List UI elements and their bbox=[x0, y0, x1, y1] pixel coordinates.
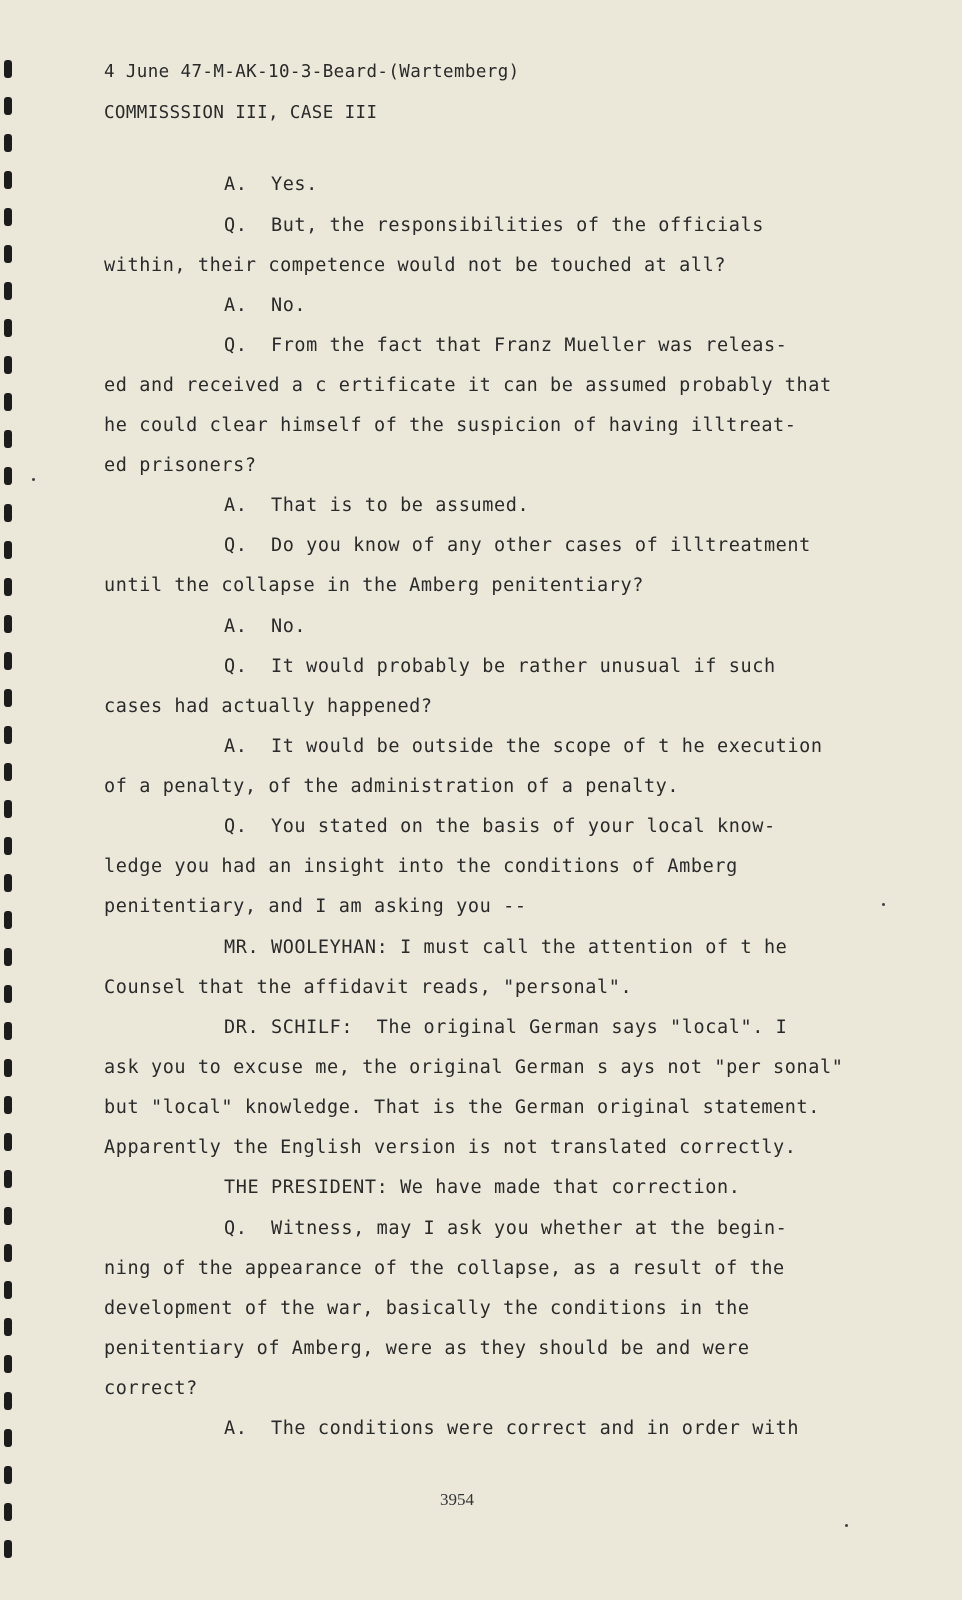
transcript-line: ledge you had an insight into the conditions of Amberg bbox=[104, 856, 738, 877]
binding-hole bbox=[4, 874, 12, 892]
transcript-line: development of the war, basically the conditions in the bbox=[104, 1298, 750, 1319]
transcript-line: but "local" knowledge. That is the German original statement. bbox=[104, 1097, 821, 1118]
binding-hole bbox=[4, 1207, 12, 1225]
binding-hole bbox=[4, 1318, 12, 1336]
binding-hole bbox=[4, 319, 12, 337]
paper-speck bbox=[882, 903, 885, 906]
transcript-line: Q. You stated on the basis of your local know- bbox=[224, 816, 776, 837]
transcript-line: MR. WOOLEYHAN: I must call the attention of t he bbox=[224, 937, 788, 958]
binding-hole bbox=[4, 1244, 12, 1262]
transcript-line: correct? bbox=[104, 1378, 198, 1399]
binding-hole bbox=[4, 208, 12, 226]
binding-hole bbox=[4, 1540, 12, 1558]
binding-hole bbox=[4, 689, 12, 707]
binding-hole bbox=[4, 1281, 12, 1299]
header-case: COMMISSSION III, CASE III bbox=[104, 103, 378, 123]
binding-hole bbox=[4, 1466, 12, 1484]
transcript-line: Apparently the English version is not translated correctly. bbox=[104, 1137, 797, 1158]
binding-hole bbox=[4, 1170, 12, 1188]
binding-hole bbox=[4, 1096, 12, 1114]
binding-hole bbox=[4, 356, 12, 374]
binding-holes bbox=[0, 60, 16, 1560]
transcript-line: within, their competence would not be touched at all? bbox=[104, 255, 727, 276]
paper-speck bbox=[845, 1524, 848, 1527]
binding-hole bbox=[4, 1392, 12, 1410]
binding-hole bbox=[4, 726, 12, 744]
page-number: 3954 bbox=[440, 1490, 474, 1509]
binding-hole bbox=[4, 948, 12, 966]
transcript-line: THE PRESIDENT: We have made that correction. bbox=[224, 1177, 741, 1198]
transcript-line: Q. It would probably be rather unusual if such bbox=[224, 656, 776, 677]
transcript-line: ed and received a c ertificate it can be assumed probably that bbox=[104, 375, 832, 396]
paper-speck bbox=[32, 478, 35, 481]
header-reference: 4 June 47-M-AK-10-3-Beard-(Wartemberg) bbox=[104, 62, 520, 82]
transcript-line: ask you to excuse me, the original German s ays not "per sonal" bbox=[104, 1057, 844, 1078]
binding-hole bbox=[4, 97, 12, 115]
binding-hole bbox=[4, 1133, 12, 1151]
binding-hole bbox=[4, 1503, 12, 1521]
transcript-line: Q. Witness, may I ask you whether at the begin- bbox=[224, 1218, 788, 1239]
transcript-line: he could clear himself of the suspicion of having illtreat- bbox=[104, 415, 797, 436]
binding-hole bbox=[4, 763, 12, 781]
transcript-line: of a penalty, of the administration of a penalty. bbox=[104, 776, 680, 797]
binding-hole bbox=[4, 541, 12, 559]
transcript-line: ning of the appearance of the collapse, as a result of the bbox=[104, 1258, 785, 1279]
binding-hole bbox=[4, 615, 12, 633]
binding-hole bbox=[4, 467, 12, 485]
binding-hole bbox=[4, 245, 12, 263]
transcript-line: A. No. bbox=[224, 616, 307, 637]
binding-hole bbox=[4, 1429, 12, 1447]
binding-hole bbox=[4, 60, 12, 78]
transcript-line: Counsel that the affidavit reads, "personal". bbox=[104, 977, 633, 998]
transcript-line: A. No. bbox=[224, 295, 307, 316]
binding-hole bbox=[4, 837, 12, 855]
binding-hole bbox=[4, 1022, 12, 1040]
binding-hole bbox=[4, 504, 12, 522]
transcript-line: until the collapse in the Amberg penitentiary? bbox=[104, 575, 644, 596]
binding-hole bbox=[4, 134, 12, 152]
binding-hole bbox=[4, 911, 12, 929]
transcript-line: Q. From the fact that Franz Mueller was releas- bbox=[224, 335, 788, 356]
binding-hole bbox=[4, 430, 12, 448]
binding-hole bbox=[4, 578, 12, 596]
binding-hole bbox=[4, 1059, 12, 1077]
transcript-line: A. The conditions were correct and in order with bbox=[224, 1418, 800, 1439]
binding-hole bbox=[4, 1355, 12, 1373]
binding-hole bbox=[4, 985, 12, 1003]
transcript-line: cases had actually happened? bbox=[104, 696, 433, 717]
binding-hole bbox=[4, 282, 12, 300]
transcript-line: Q. Do you know of any other cases of illtreatment bbox=[224, 535, 811, 556]
transcript-line: A. It would be outside the scope of t he execution bbox=[224, 736, 823, 757]
transcript-line: DR. SCHILF: The original German says "local". I bbox=[224, 1017, 788, 1038]
binding-hole bbox=[4, 393, 12, 411]
transcript-line: A. That is to be assumed. bbox=[224, 495, 530, 516]
binding-hole bbox=[4, 800, 12, 818]
transcript-line: penitentiary, and I am asking you -- bbox=[104, 896, 527, 917]
transcript-line: penitentiary of Amberg, were as they should be and were bbox=[104, 1338, 750, 1359]
binding-hole bbox=[4, 171, 12, 189]
transcript-line: ed prisoners? bbox=[104, 455, 257, 476]
binding-hole bbox=[4, 652, 12, 670]
transcript-line: A. Yes. bbox=[224, 174, 318, 195]
transcript-line: Q. But, the responsibilities of the officials bbox=[224, 215, 764, 236]
